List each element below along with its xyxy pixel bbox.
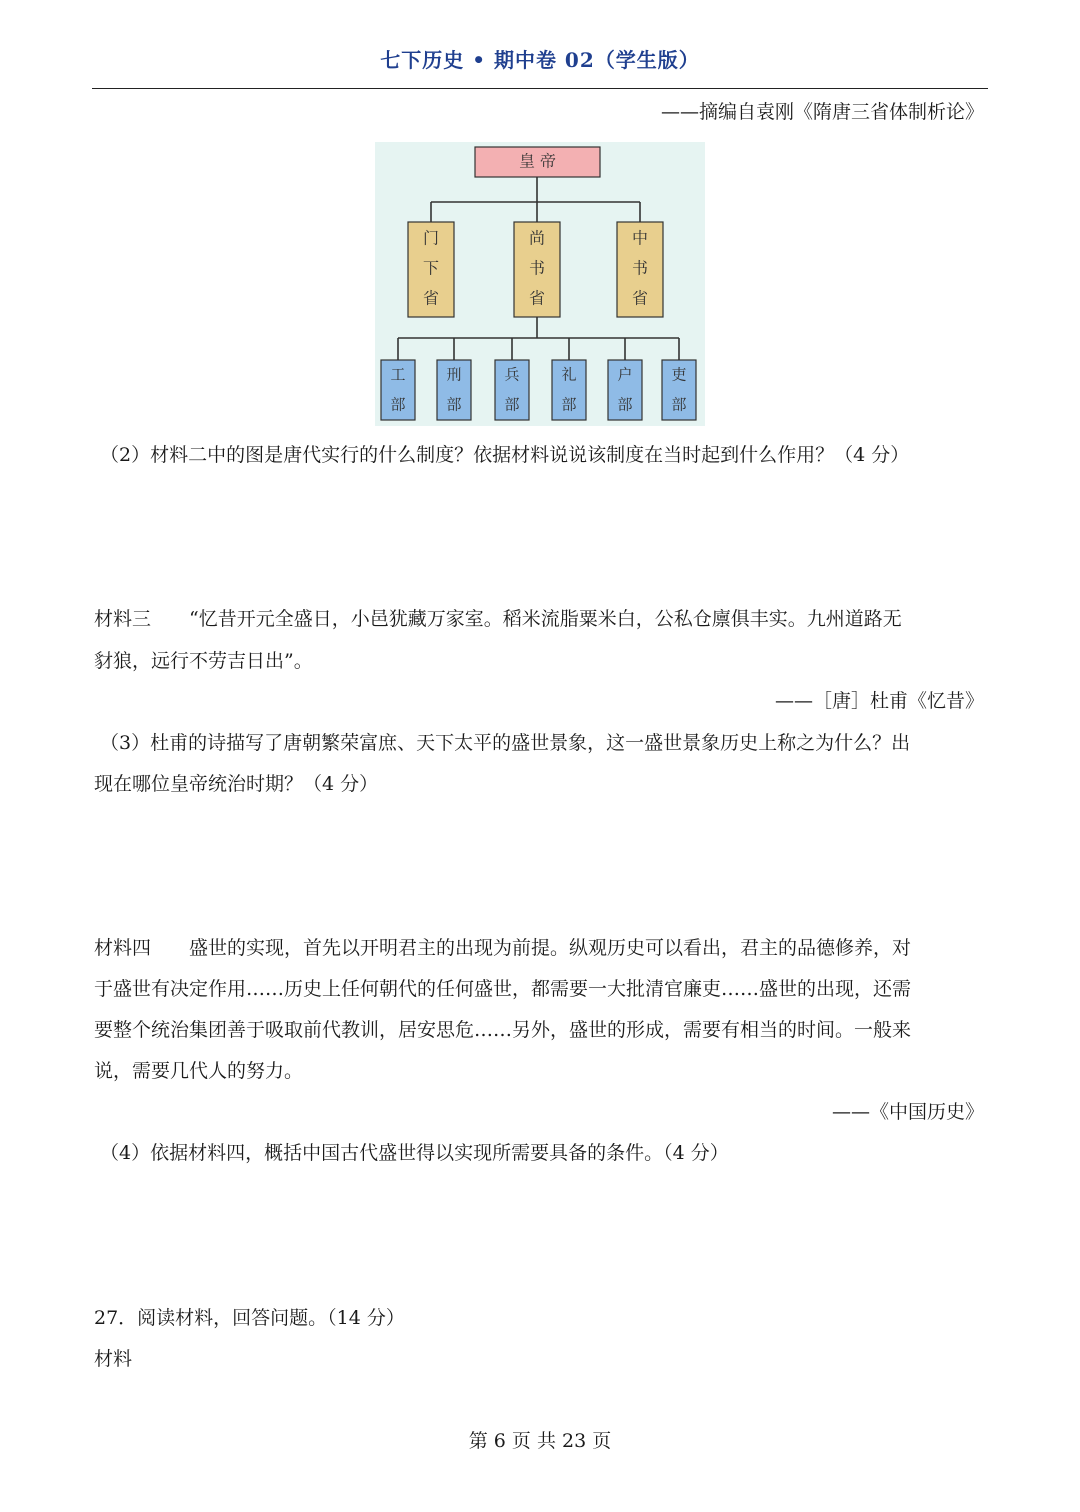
province-char-2-1: 书 <box>631 258 649 278</box>
source-citation-1: ——摘编自袁刚《隋唐三省体制析论》 <box>660 101 984 123</box>
material-3-line-1: 材料三 “忆昔开元全盛日，小邑犹藏万家室。稻米流脂粟米白，公私仓廪俱丰实。九州道路无 <box>94 608 902 630</box>
ministry-char-1-0: 刑 <box>446 365 462 384</box>
ministry-char-0-0: 工 <box>390 365 406 384</box>
ministry-char-2-1: 部 <box>504 395 520 414</box>
province-char-1-1: 书 <box>528 258 546 278</box>
ministry-char-4-0: 户 <box>617 365 633 384</box>
province-char-0-0: 门 <box>422 228 440 248</box>
province-char-0-2: 省 <box>422 288 440 308</box>
material-4-line-2: 于盛世有决定作用……历史上任何朝代的任何盛世，都需要一大批清官廉吏……盛世的出现，还需 <box>94 978 912 1000</box>
page-header-title: 七下历史 • 期中卷 02（学生版） <box>380 48 700 72</box>
question-2: （2）材料二中的图是唐代实行的什么制度？依据材料说说该制度在当时起到什么作用？（4 分） <box>100 444 910 466</box>
material-3-source: ——［唐］杜甫《忆昔》 <box>774 690 984 712</box>
question-27-title: 27．阅读材料，回答问题。（14 分） <box>94 1307 405 1329</box>
three-provinces-six-ministries-diagram <box>375 142 705 426</box>
ministry-char-3-0: 礼 <box>561 365 577 384</box>
emperor-label: 皇 帝 <box>518 151 557 171</box>
province-char-1-0: 尚 <box>528 228 546 248</box>
material-4-line-1: 材料四 盛世的实现，首先以开明君主的出现为前提。纵观历史可以看出，君主的品德修养，对 <box>94 937 912 959</box>
ministry-char-0-1: 部 <box>390 395 406 414</box>
province-char-2-0: 中 <box>631 228 649 248</box>
page-footer: 第 6 页 共 23 页 <box>468 1430 612 1452</box>
material-4-line-4: 说，需要几代人的努力。 <box>94 1060 304 1082</box>
material-3-line-2: 豺狼，远行不劳吉日出”。 <box>94 650 313 672</box>
header-divider <box>92 88 988 89</box>
ministry-char-2-0: 兵 <box>504 365 520 384</box>
ministry-char-1-1: 部 <box>446 395 462 414</box>
ministry-char-4-1: 部 <box>617 395 633 414</box>
ministry-char-5-0: 吏 <box>671 365 687 384</box>
ministry-char-5-1: 部 <box>671 395 687 414</box>
question-3-line-1: （3）杜甫的诗描写了唐朝繁荣富庶、天下太平的盛世景象，这一盛世景象历史上称之为什么？出 <box>100 732 911 754</box>
province-char-1-2: 省 <box>528 288 546 308</box>
material-4-source: ——《中国历史》 <box>831 1101 984 1123</box>
material-4-line-3: 要整个统治集团善于吸取前代教训，居安思危……另外，盛世的形成，需要有相当的时间。一般来 <box>94 1019 912 1041</box>
ministry-char-3-1: 部 <box>561 395 577 414</box>
question-3-line-2: 现在哪位皇帝统治时期？（4 分） <box>94 773 379 795</box>
province-char-0-1: 下 <box>422 258 440 278</box>
question-4: （4）依据材料四，概括中国古代盛世得以实现所需要具备的条件。（4 分） <box>100 1142 729 1164</box>
question-27-material-label: 材料 <box>94 1348 133 1370</box>
province-char-2-2: 省 <box>631 288 649 308</box>
